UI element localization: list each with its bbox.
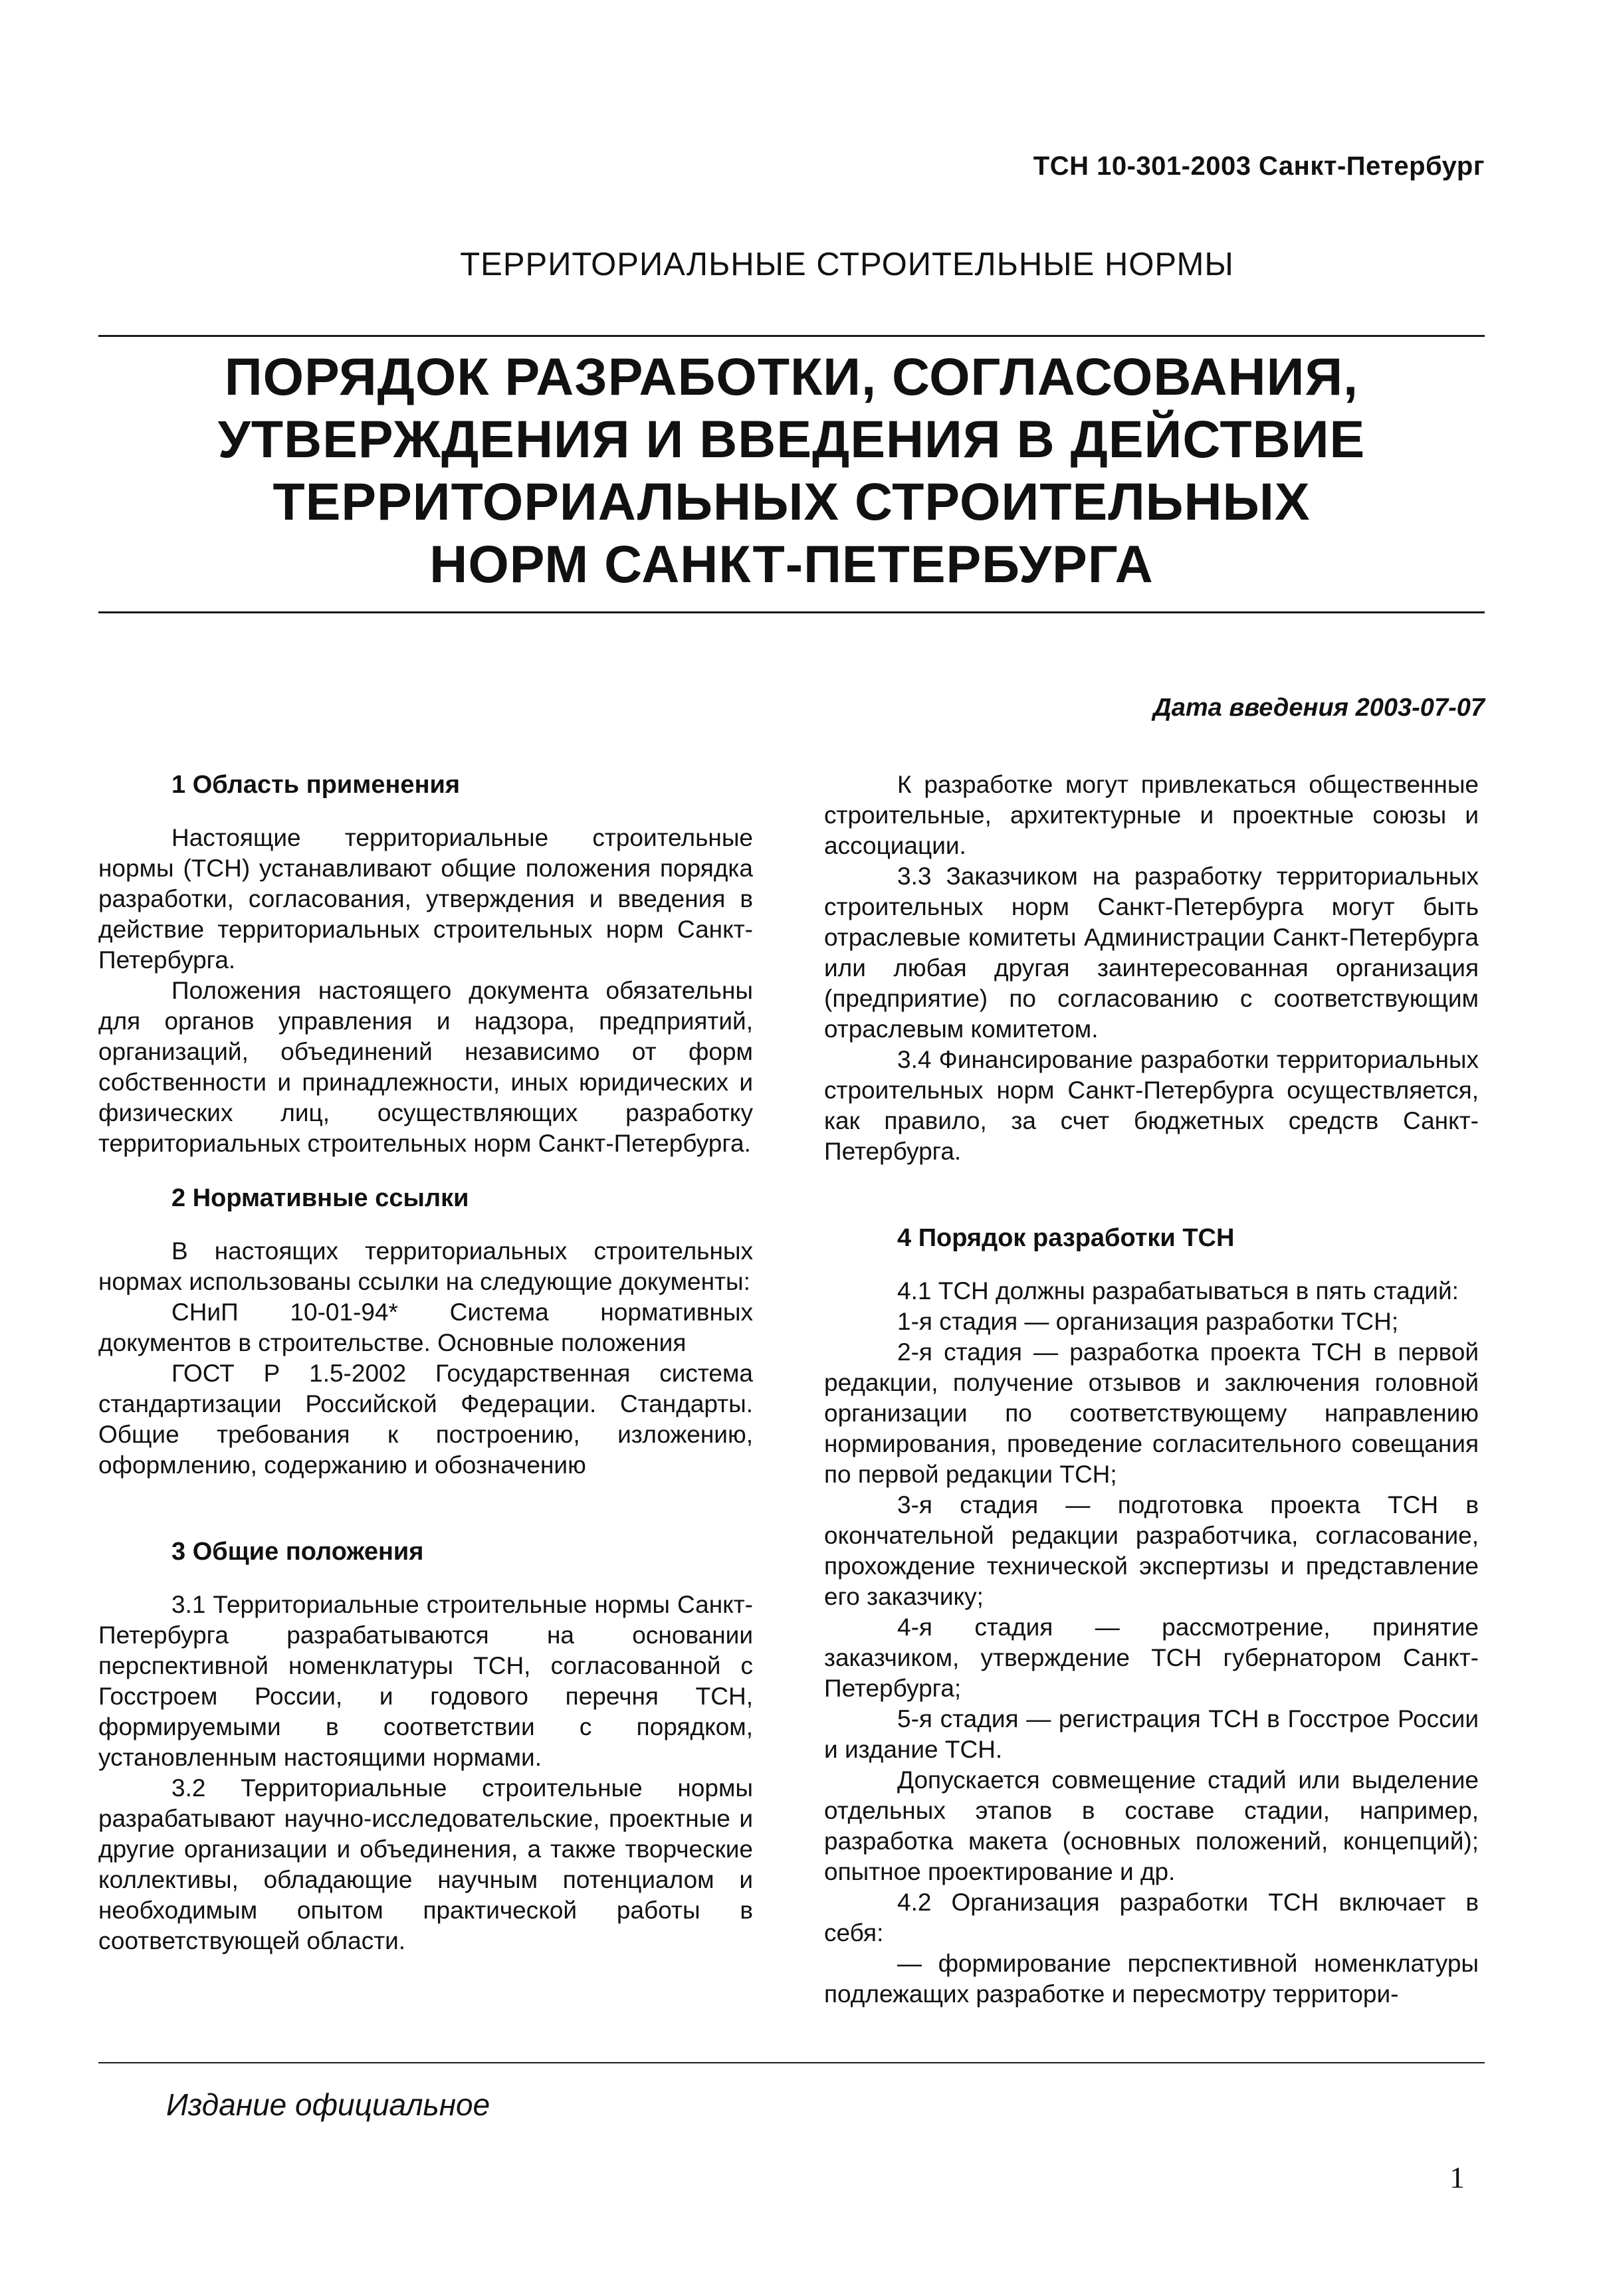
paragraph: 1-я стадия — организация разработки ТСН; bbox=[897, 1308, 1399, 1335]
paragraph: — формирование перспективной номенклатуры подлежащих разработке и пересмотру территори- bbox=[824, 1950, 1479, 2008]
title-bottom-rule bbox=[98, 611, 1485, 613]
paragraph: 4.1 ТСН должны разрабатываться в пять стадий: bbox=[897, 1277, 1459, 1305]
title-line: ТЕРРИТОРИАЛЬНЫХ СТРОИТЕЛЬНЫХ bbox=[272, 472, 1311, 531]
document-code: ТСН 10-301-2003 Санкт-Петербург bbox=[1033, 152, 1485, 181]
title-line: НОРМ САНКТ-ПЕТЕРБУРГА bbox=[429, 534, 1154, 593]
paragraph: ГОСТ Р 1.5-2002 Государственная система стандартизации Российской Федерации. Стандарты. Общие требования к построению, изложению, оформлению, содержанию и обозначению bbox=[98, 1360, 753, 1479]
paragraph: Настоящие территориальные строительные нормы (ТСН) устанавливают общие положения порядка разработки, согласования, утверждения и введения в действие территориальных строительных норм Санкт-Петербурга. bbox=[98, 824, 753, 974]
page-number: 1 bbox=[1449, 2160, 1465, 2194]
paragraph: Допускается совмещение стадий или выделение отдельных этапов в составе стадии, например, разработка макета (основных положений, концепций); опытное проектирование и др. bbox=[824, 1766, 1479, 1885]
document-series: ТЕРРИТОРИАЛЬНЫЕ СТРОИТЕЛЬНЫЕ НОРМЫ bbox=[460, 247, 1234, 282]
introduction-date: Дата введения 2003-07-07 bbox=[1153, 694, 1485, 722]
footer-rule bbox=[98, 2062, 1485, 2063]
paragraph: 5-я стадия — регистрация ТСН в Госстрое России и издание ТСН. bbox=[824, 1705, 1479, 1763]
title-line: УТВЕРЖДЕНИЯ И ВВЕДЕНИЯ В ДЕЙСТВИЕ bbox=[217, 409, 1366, 469]
edition-note: Издание официальное bbox=[166, 2087, 490, 2122]
document-title bbox=[98, 346, 1485, 595]
paragraph: СНиП 10-01-94* Система нормативных документов в строительстве. Основные положения bbox=[98, 1299, 753, 1356]
section-heading: 1 Область применения bbox=[171, 771, 461, 799]
paragraph: 3-я стадия — подготовка проекта ТСН в окончательной редакции разработчика, согласование, прохождение технической экспертизы и представление его заказчику; bbox=[824, 1491, 1479, 1610]
paragraph: 3.1 Территориальные строительные нормы Санкт-Петербурга разрабатываются на основании перспективной номенклатуры ТСН, согласованной с Госстроем России, и годового перечня ТСН, формируемыми в соответствии с порядком, установленным настоящими нормами. bbox=[98, 1591, 753, 1771]
paragraph: К разработке могут привлекаться общественные строительные, архитектурные и проектные союзы и ассоциации. bbox=[824, 771, 1479, 859]
paragraph: Положения настоящего документа обязательны для органов управления и надзора, предприятий, организаций, объединений независимо от форм собственности и принадлежности, иных юридических и физических лиц, осуществляющих разработку территориальных строительных норм Санкт-Петербурга. bbox=[98, 977, 753, 1157]
paragraph: 3.4 Финансирование разработки территориальных строительных норм Санкт-Петербурга осуществляется, как правило, за счет бюджетных средств Санкт-Петербурга. bbox=[824, 1046, 1479, 1165]
section-heading: 2 Нормативные ссылки bbox=[171, 1184, 469, 1212]
title-top-rule bbox=[98, 335, 1485, 337]
paragraph: 4.2 Организация разработки ТСН включает в себя: bbox=[824, 1889, 1479, 1946]
paragraph: 3.3 Заказчиком на разработку территориальных строительных норм Санкт-Петербурга могут быть отраслевые комитеты Администрации Санкт-Петербурга или любая другая заинтересованная организация (предприятие) по согласованию с соответствующим отраслевым комитетом. bbox=[824, 863, 1479, 1043]
title-line: ПОРЯДОК РАЗРАБОТКИ, СОГЛАСОВАНИЯ, bbox=[224, 347, 1359, 406]
paragraph: 4-я стадия — рассмотрение, принятие заказчиком, утверждение ТСН губернатором Санкт-Петербурга; bbox=[824, 1614, 1479, 1702]
right-column bbox=[824, 770, 1479, 2010]
paragraph: 2-я стадия — разработка проекта ТСН в первой редакции, получение отзывов и заключения головной организации по соответствующему направлению нормирования, проведение согласительного совещания по первой редакции ТСН; bbox=[824, 1338, 1479, 1488]
paragraph: В настоящих территориальных строительных нормах использованы ссылки на следующие документы: bbox=[98, 1237, 753, 1295]
paragraph: 3.2 Территориальные строительные нормы разрабатывают научно-исследовательские, проектные и другие организации и объединения, а также творческие коллективы, обладающие научным потенциалом и необходимым опытом практической работы в соответствующей области. bbox=[98, 1774, 753, 1954]
section-heading: 4 Порядок разработки ТСН bbox=[897, 1224, 1235, 1252]
section-heading: 3 Общие положения bbox=[171, 1538, 424, 1566]
left-column bbox=[98, 770, 753, 1956]
